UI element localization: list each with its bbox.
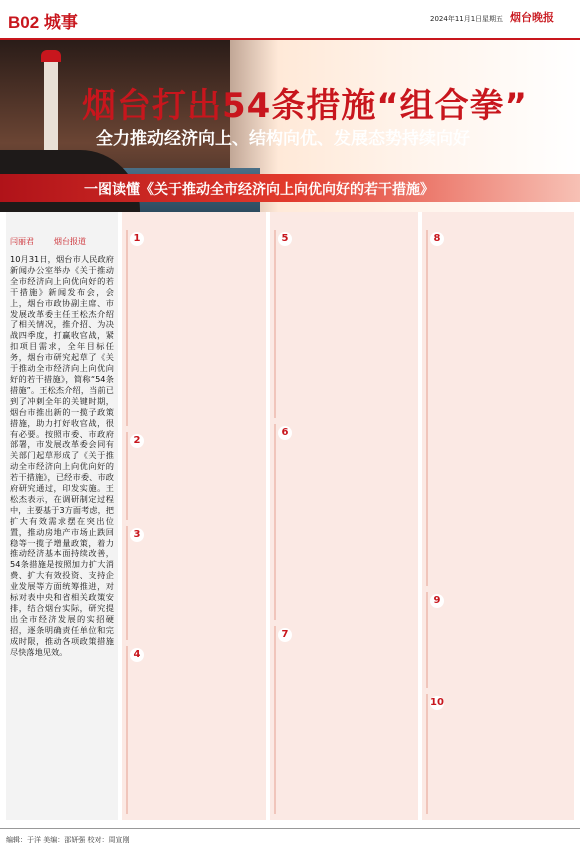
article-body: 10月31日，烟台市人民政府新闻办公室举办《关于推动全市经济向上向优向好的若干措施》新闻发布会，会上，烟台市政协副主席、市发展改革委主任王松杰介绍了相关情况，推介招、为决战四季度，打赢收官战，紧扣项目需求，全年目标任务，烟台市研究起草了《关于推动全市经济向上向优向好的若干措施》，简称“54条措施”。王松杰介绍，当前已到了冲刺全年的关键时期，烟台市推出新的一揽子政策措施，助力打好收官战，很有必要。按照市委、市政府部署，市发展改革委会同有关部门起草形成了《关于推动全市经济向上向优向好的若干措施》，已经市委、市政府研究通过，印发实施。王松杰表示，在调研制定过程中，主要基于3方面考虑，把扩大有效需求摆在突出位置，推动房地产市场止跌回稳等一揽子增量政策，着力推动经济基本面持续改善，54条措施是按照加力扩大消费、扩大有效投资、支持企业发展等方面统筹推进，对标对表中央和省相关政策安排，结合烟台实际，研究提出全市经济发展的实招硬招，逐条明确责任单位和完成时限，推动各项政策措施尽快落地见效。	[10, 254, 114, 657]
card-number: 6	[278, 426, 292, 440]
policy-card-8	[426, 230, 441, 586]
policy-card-10	[426, 694, 444, 814]
issue-weekday: 星期五	[482, 15, 503, 23]
byline-role: 烟台报道	[54, 237, 86, 246]
policy-card-7	[274, 626, 289, 814]
policy-card-3	[126, 526, 141, 640]
card-number: 7	[278, 628, 292, 642]
issue-date: 2024年11月1日	[430, 15, 483, 23]
card-number: 10	[430, 697, 444, 708]
policy-card-4	[126, 646, 141, 814]
policy-column-2	[270, 212, 418, 820]
paper-logo: 烟台晚报	[510, 11, 554, 24]
subheadline: 全力推动经济向上、结构向优、发展态势持续向好	[96, 129, 470, 149]
card-number: 4	[130, 648, 144, 662]
policy-column-3	[422, 212, 574, 820]
editor-credits: 编辑：于洋 美编：邵妍强 校对：周宣刚	[6, 836, 130, 844]
policy-card-5	[274, 230, 289, 418]
card-number: 9	[430, 594, 444, 608]
byline-author: 闫丽君	[10, 237, 34, 246]
infographic-band	[0, 174, 580, 202]
section-label: B02 城事	[8, 13, 78, 32]
card-number: 3	[130, 528, 144, 542]
page-footer	[0, 828, 580, 852]
policy-card-9	[426, 592, 441, 688]
policy-card-6	[274, 424, 289, 620]
policy-card-2	[126, 432, 141, 520]
card-number: 1	[130, 232, 144, 246]
masthead	[0, 0, 580, 40]
card-number: 8	[430, 232, 444, 246]
policy-card-1	[126, 230, 141, 426]
card-number: 2	[130, 434, 144, 448]
headline: 烟台打出54条措施“组合拳”	[82, 86, 529, 126]
card-number: 5	[278, 232, 292, 246]
band-title: 一图读懂《关于推动全市经济向上向优向好的若干措施》	[84, 182, 434, 198]
lighthouse-icon	[44, 60, 58, 150]
policy-column-1	[122, 212, 266, 820]
article-column	[6, 212, 118, 820]
